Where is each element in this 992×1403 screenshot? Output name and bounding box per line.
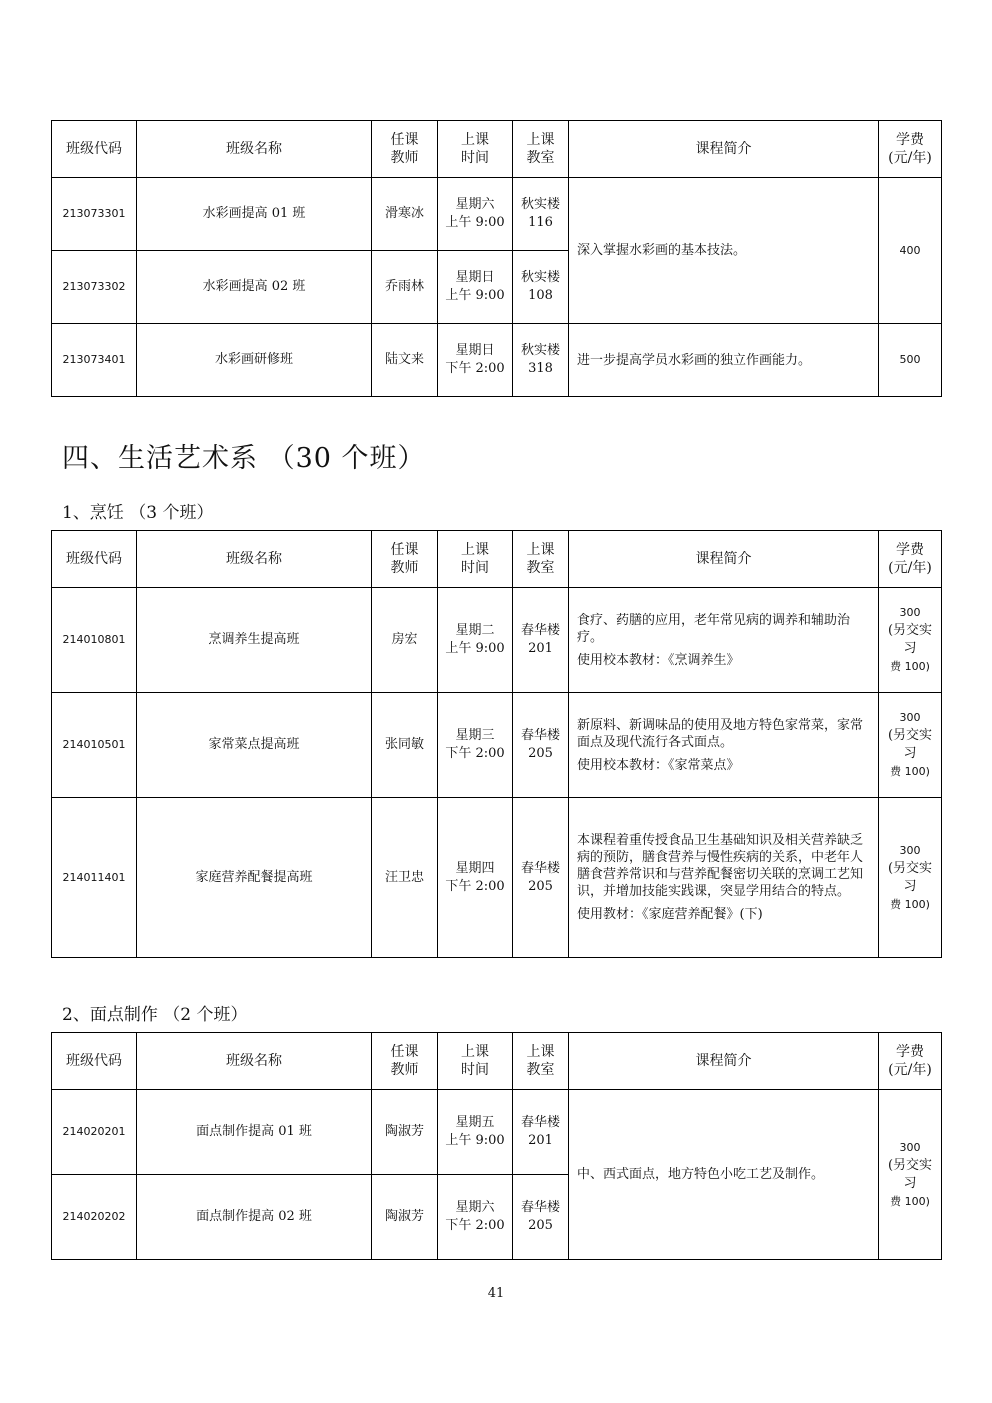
header-room: 上课 教室	[513, 1033, 569, 1090]
subsection-title-pastry: 2、面点制作 （2 个班）	[62, 1005, 248, 1025]
classroom: 春华楼 201	[513, 1090, 569, 1175]
class-name: 面点制作提高 01 班	[137, 1090, 372, 1175]
header-fee: 学费 (元/年)	[879, 531, 942, 588]
header-intro: 课程简介	[569, 1033, 879, 1090]
table-row	[52, 588, 942, 693]
class-code: 213073401	[52, 324, 137, 397]
course-table-cooking	[51, 530, 942, 958]
header-room: 上课 教室	[513, 531, 569, 588]
table-row	[52, 178, 942, 251]
tuition-fee: 300 (另交实习 费 100)	[879, 693, 942, 798]
page-number: 41	[487, 1286, 505, 1301]
header-teacher: 任课 教师	[372, 121, 438, 178]
class-name: 面点制作提高 02 班	[137, 1175, 372, 1260]
teacher: 滑寒冰	[372, 178, 438, 251]
class-time: 星期五 上午 9:00	[438, 1090, 513, 1175]
header-teacher: 任课 教师	[372, 1033, 438, 1090]
class-name: 家庭营养配餐提高班	[137, 798, 372, 958]
classroom: 秋实楼 108	[513, 251, 569, 324]
class-code: 214011401	[52, 798, 137, 958]
classroom: 春华楼 205	[513, 798, 569, 958]
tuition-fee: 400	[879, 178, 942, 324]
header-intro: 课程简介	[569, 531, 879, 588]
class-time: 星期六 上午 9:00	[438, 178, 513, 251]
header-code: 班级代码	[52, 531, 137, 588]
table-row	[52, 1090, 942, 1175]
class-code: 213073301	[52, 178, 137, 251]
course-table-pastry	[51, 1032, 942, 1260]
class-code: 214020202	[52, 1175, 137, 1260]
header-time: 上课 时间	[438, 121, 513, 178]
course-intro: 深入掌握水彩画的基本技法。	[569, 178, 879, 324]
header-name: 班级名称	[137, 1033, 372, 1090]
class-code: 214020201	[52, 1090, 137, 1175]
tuition-fee: 300 (另交实习 费 100)	[879, 588, 942, 693]
teacher: 张同敏	[372, 693, 438, 798]
course-intro: 中、西式面点，地方特色小吃工艺及制作。	[569, 1090, 879, 1260]
teacher: 汪卫忠	[372, 798, 438, 958]
teacher: 房宏	[372, 588, 438, 693]
tuition-fee: 500	[879, 324, 942, 397]
header-name: 班级名称	[137, 121, 372, 178]
course-intro: 新原料、新调味品的使用及地方特色家常菜，家常面点及现代流行各式面点。 使用校本教材：《家常菜点》	[569, 693, 879, 798]
header-code: 班级代码	[52, 121, 137, 178]
classroom: 秋实楼 116	[513, 178, 569, 251]
table-row	[52, 798, 942, 958]
table-header-row	[52, 531, 942, 588]
header-code: 班级代码	[52, 1033, 137, 1090]
class-code: 214010801	[52, 588, 137, 693]
class-time: 星期日 上午 9:00	[438, 251, 513, 324]
class-name: 烹调养生提高班	[137, 588, 372, 693]
classroom: 春华楼 205	[513, 693, 569, 798]
section-title: 四、生活艺术系 （30 个班）	[62, 443, 426, 474]
teacher: 陶淑芳	[372, 1175, 438, 1260]
class-name: 水彩画提高 01 班	[137, 178, 372, 251]
header-fee: 学费 (元/年)	[879, 1033, 942, 1090]
course-intro: 食疗、药膳的应用，老年常见病的调养和辅助治疗。 使用校本教材：《烹调养生》	[569, 588, 879, 693]
teacher: 陆文来	[372, 324, 438, 397]
class-name: 水彩画研修班	[137, 324, 372, 397]
header-time: 上课 时间	[438, 531, 513, 588]
class-name: 水彩画提高 02 班	[137, 251, 372, 324]
table-header-row	[52, 1033, 942, 1090]
header-room: 上课 教室	[513, 121, 569, 178]
classroom: 春华楼 201	[513, 588, 569, 693]
header-fee: 学费 (元/年)	[879, 121, 942, 178]
teacher: 乔雨林	[372, 251, 438, 324]
header-name: 班级名称	[137, 531, 372, 588]
class-code: 214010501	[52, 693, 137, 798]
class-time: 星期日 下午 2:00	[438, 324, 513, 397]
tuition-fee: 300 (另交实习 费 100)	[879, 1090, 942, 1260]
table-header-row	[52, 121, 942, 178]
header-time: 上课 时间	[438, 1033, 513, 1090]
class-time: 星期三 下午 2:00	[438, 693, 513, 798]
subsection-title-cooking: 1、烹饪 （3 个班）	[62, 503, 214, 523]
tuition-fee: 300 (另交实习 费 100)	[879, 798, 942, 958]
header-teacher: 任课 教师	[372, 531, 438, 588]
class-time: 星期四 下午 2:00	[438, 798, 513, 958]
course-intro: 进一步提高学员水彩画的独立作画能力。	[569, 324, 879, 397]
class-time: 星期六 下午 2:00	[438, 1175, 513, 1260]
course-intro: 本课程着重传授食品卫生基础知识及相关营养缺乏病的预防，膳食营养与慢性疾病的关系，中老年人膳食营养常识和与营养配餐密切关联的烹调工艺知识，并增加技能实践课，突显学用结合的特点。 使用教材：《家庭营养配餐》(下)	[569, 798, 879, 958]
classroom: 春华楼 205	[513, 1175, 569, 1260]
table-row	[52, 693, 942, 798]
teacher: 陶淑芳	[372, 1090, 438, 1175]
table-row	[52, 324, 942, 397]
class-code: 213073302	[52, 251, 137, 324]
class-time: 星期二 上午 9:00	[438, 588, 513, 693]
classroom: 秋实楼 318	[513, 324, 569, 397]
header-intro: 课程简介	[569, 121, 879, 178]
course-table-watercolor	[51, 120, 942, 397]
class-name: 家常菜点提高班	[137, 693, 372, 798]
